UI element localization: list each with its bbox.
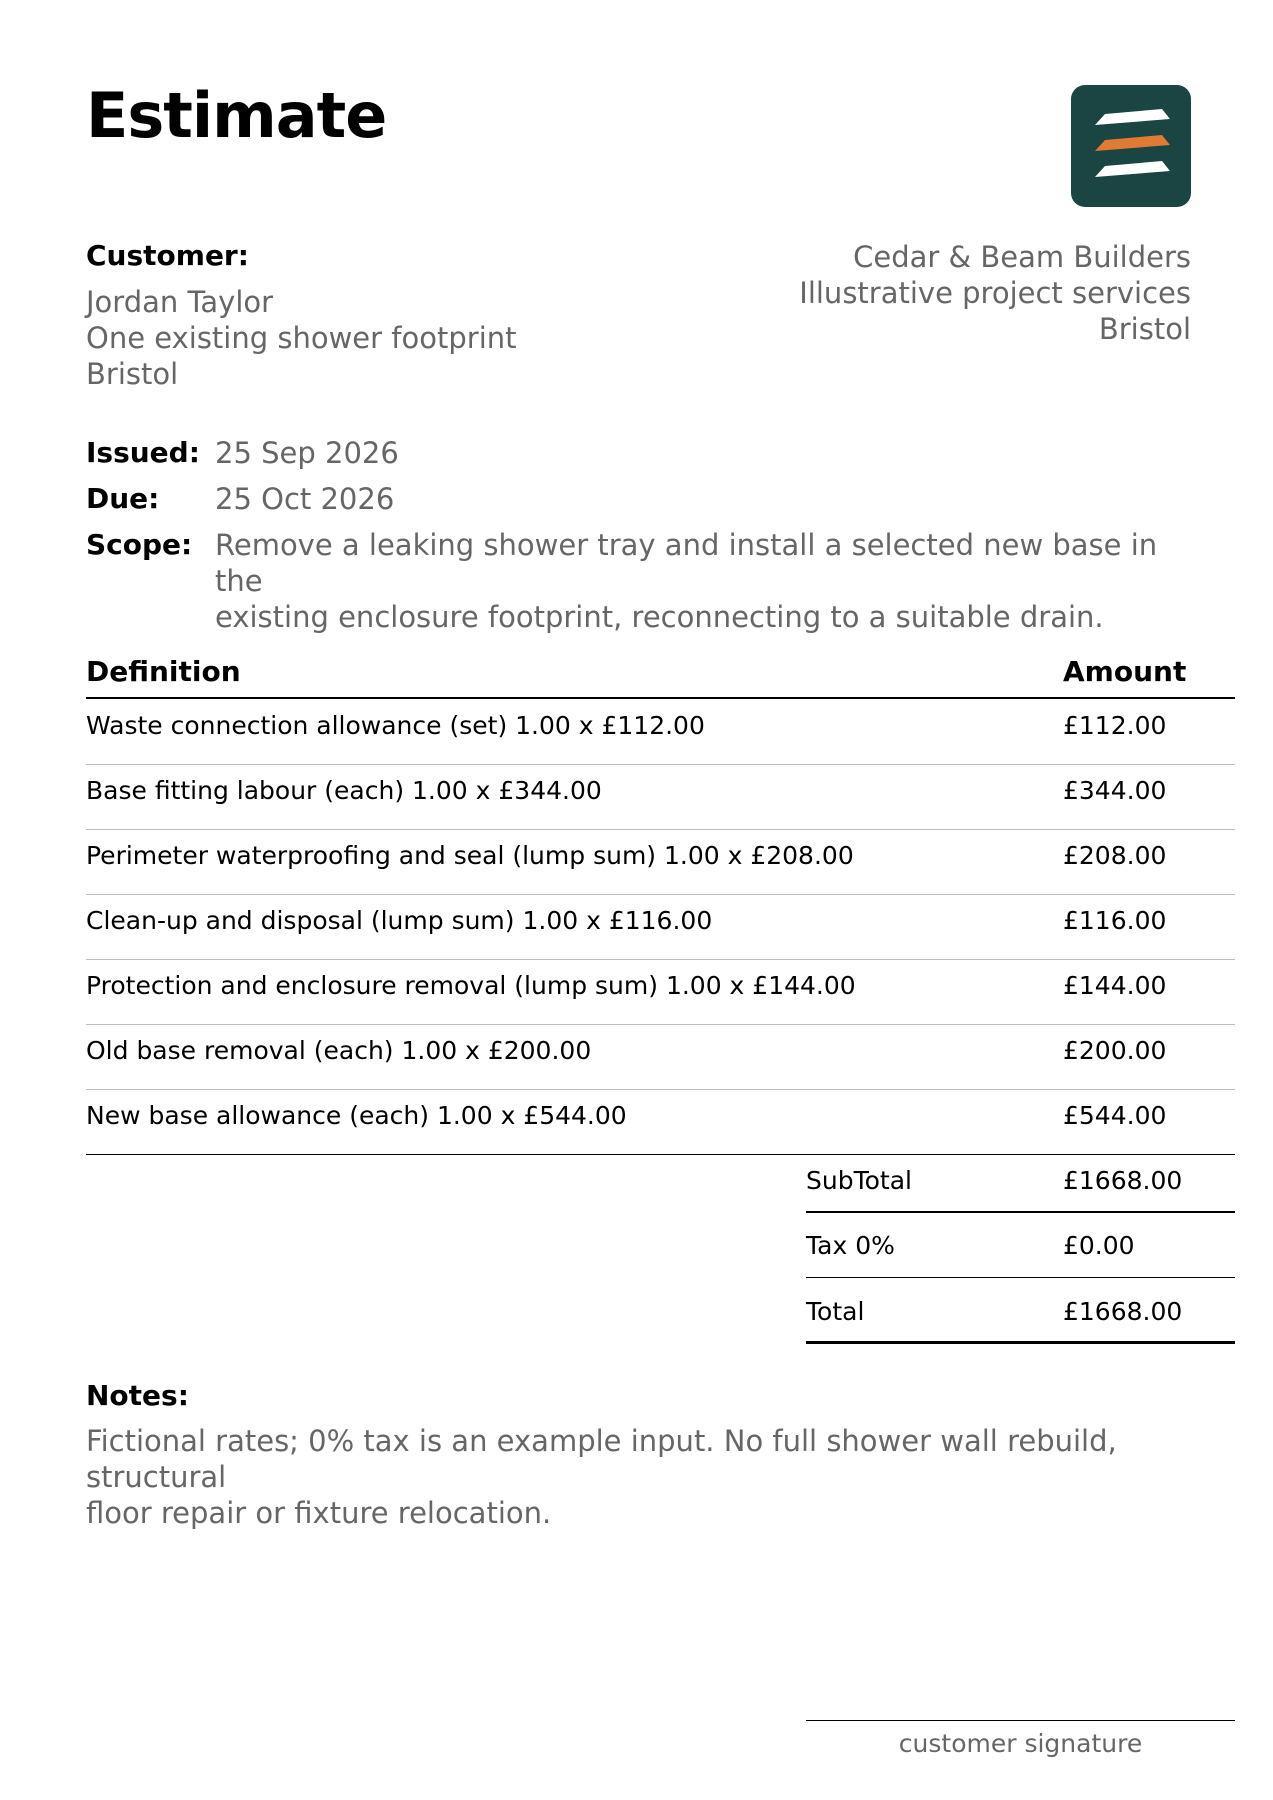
issued-date: 25 Sep 2026	[215, 436, 399, 470]
notes-text	[86, 1423, 1216, 1531]
row-description: New base allowance (each) 1.00 x £544.00	[86, 1101, 627, 1130]
company-city: Bristol	[1098, 312, 1191, 346]
total-value: £1668.00	[1063, 1297, 1183, 1326]
table-row	[86, 829, 1235, 895]
row-description: Perimeter waterproofing and seal (lump sum) 1.00 x £208.00	[86, 841, 854, 870]
notes-line: Fictional rates; 0% tax is an example input. No full shower wall rebuild, structural	[86, 1424, 1117, 1494]
stacked-planks-logo-icon	[1071, 85, 1191, 207]
issued-label: Issued:	[86, 436, 200, 469]
row-amount: £200.00	[1063, 1036, 1167, 1065]
total-label: Total	[806, 1297, 865, 1326]
customer-address: One existing shower footprint	[86, 321, 517, 355]
customer-city: Bristol	[86, 357, 179, 391]
row-description: Clean-up and disposal (lump sum) 1.00 x £116.00	[86, 906, 713, 935]
due-label: Due:	[86, 482, 160, 515]
column-header-amount: Amount	[1063, 655, 1187, 688]
tax-label: Tax 0%	[806, 1231, 895, 1260]
scope-label: Scope:	[86, 528, 193, 561]
row-amount: £112.00	[1063, 711, 1167, 740]
customer-name: Jordan Taylor	[86, 285, 274, 319]
subtotal-rule	[806, 1211, 1235, 1213]
page-title: Estimate	[86, 79, 387, 152]
table-row	[86, 699, 1235, 765]
subtotal-value: £1668.00	[1063, 1166, 1183, 1195]
table-row	[86, 1089, 1235, 1154]
row-amount: £544.00	[1063, 1101, 1167, 1130]
scope-text	[215, 527, 1185, 635]
signature-label: customer signature	[898, 1729, 1143, 1758]
company-tagline: Illustrative project services	[799, 276, 1191, 310]
tax-rule	[806, 1277, 1235, 1278]
row-amount: £208.00	[1063, 841, 1167, 870]
company-logo	[1071, 85, 1191, 207]
signature-line[interactable]	[806, 1720, 1235, 1721]
customer-label: Customer:	[86, 239, 249, 272]
due-date: 25 Oct 2026	[215, 482, 395, 516]
company-name: Cedar & Beam Builders	[853, 240, 1191, 274]
customer-block	[86, 284, 517, 392]
subtotal-label: SubTotal	[806, 1166, 912, 1195]
tax-value: £0.00	[1063, 1231, 1135, 1260]
table-bottom-rule	[86, 1154, 1235, 1155]
table-row	[86, 764, 1235, 830]
notes-label: Notes:	[86, 1379, 189, 1412]
row-amount: £344.00	[1063, 776, 1167, 805]
notes-line: floor repair or fixture relocation.	[86, 1496, 552, 1530]
table-row	[86, 1024, 1235, 1090]
column-header-definition: Definition	[86, 655, 241, 688]
row-description: Waste connection allowance (set) 1.00 x £112.00	[86, 711, 705, 740]
row-description: Old base removal (each) 1.00 x £200.00	[86, 1036, 592, 1065]
scope-line: Remove a leaking shower tray and install a selected new base in the	[215, 528, 1158, 598]
scope-line: existing enclosure footprint, reconnecting to a suitable drain.	[215, 600, 1104, 634]
row-amount: £116.00	[1063, 906, 1167, 935]
row-description: Protection and enclosure removal (lump sum) 1.00 x £144.00	[86, 971, 856, 1000]
table-row	[86, 894, 1235, 960]
company-block	[799, 239, 1191, 347]
total-rule	[806, 1341, 1235, 1344]
row-description: Base fitting labour (each) 1.00 x £344.00	[86, 776, 602, 805]
table-row	[86, 959, 1235, 1025]
row-amount: £144.00	[1063, 971, 1167, 1000]
